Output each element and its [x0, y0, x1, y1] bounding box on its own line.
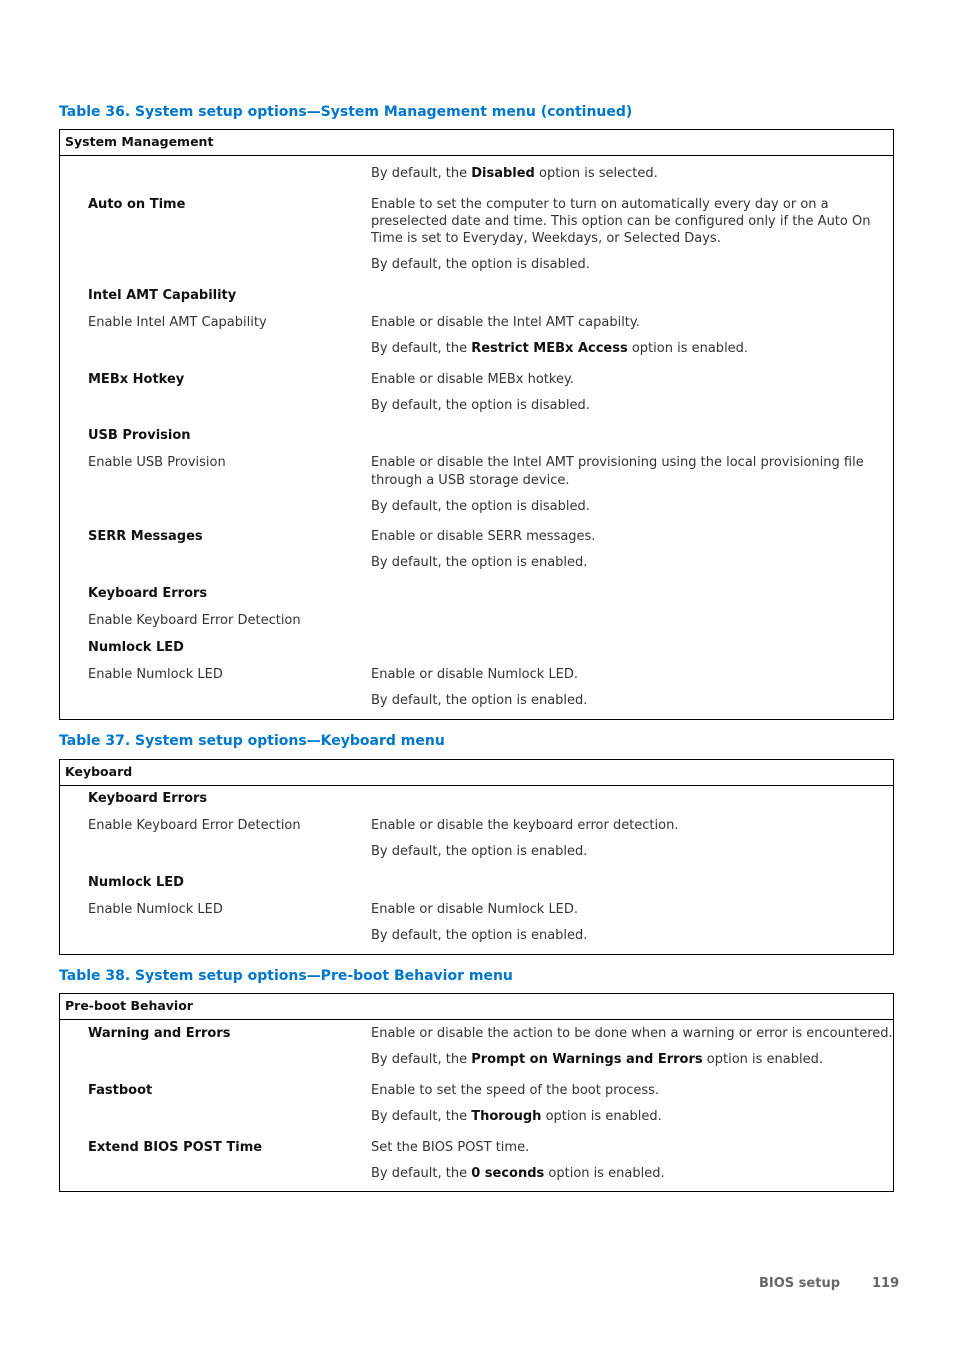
option-description: Enable or disable SERR messages. [371, 529, 596, 544]
option-label: Warning and Errors [88, 1026, 231, 1041]
option-sublabel: Enable Numlock LED [88, 667, 223, 682]
table-37-caption: Table 37. System setup options—Keyboard menu [59, 733, 445, 749]
default-text: By default, the option is disabled. [371, 257, 590, 272]
option-description: Enable or disable the keyboard error detection. [371, 818, 679, 833]
option-label: Numlock LED [88, 640, 184, 655]
option-sublabel: Enable Keyboard Error Detection [88, 818, 301, 833]
default-text: By default, the Restrict MEBx Access option is enabled. [371, 341, 749, 356]
option-label: Fastboot [88, 1083, 153, 1098]
option-description: through a USB storage device. [371, 473, 570, 488]
option-description: Enable or disable the Intel AMT capabilty. [371, 315, 640, 330]
default-text: By default, the option is enabled. [371, 555, 588, 570]
default-text: By default, the option is enabled. [371, 693, 588, 708]
table-38 [59, 993, 894, 1192]
table-header: Pre-boot Behavior [60, 994, 893, 1020]
option-sublabel: Enable USB Provision [88, 455, 226, 470]
option-sublabel: Enable Numlock LED [88, 902, 223, 917]
option-label: MEBx Hotkey [88, 372, 185, 387]
default-text: By default, the option is disabled. [371, 499, 590, 514]
option-label: Extend BIOS POST Time [88, 1140, 263, 1155]
default-text: By default, the Prompt on Warnings and Errors option is enabled. [371, 1052, 823, 1067]
option-sublabel: Enable Keyboard Error Detection [88, 613, 301, 628]
table-header: System Management [60, 130, 893, 156]
table-38-caption: Table 38. System setup options—Pre-boot Behavior menu [59, 968, 513, 984]
option-description: Enable or disable the Intel AMT provisioning using the local provisioning file [371, 455, 864, 470]
option-label: Keyboard Errors [88, 586, 208, 601]
option-label: SERR Messages [88, 529, 203, 544]
option-description: Enable or disable Numlock LED. [371, 667, 579, 682]
option-label: USB Provision [88, 428, 191, 443]
option-description: Enable or disable the action to be done when a warning or error is encountered. [371, 1026, 893, 1041]
default-text: By default, the Disabled option is selected. [371, 166, 658, 181]
default-text: By default, the Thorough option is enabled. [371, 1109, 662, 1124]
table-36 [59, 129, 894, 720]
option-description: Set the BIOS POST time. [371, 1140, 530, 1155]
option-label: Intel AMT Capability [88, 288, 237, 303]
option-description: Enable or disable MEBx hotkey. [371, 372, 574, 387]
default-text: By default, the 0 seconds option is enabled. [371, 1166, 665, 1181]
page-number: 119 [872, 1276, 900, 1291]
table-37 [59, 759, 894, 955]
default-text: By default, the option is disabled. [371, 398, 590, 413]
option-sublabel: Enable Intel AMT Capability [88, 315, 267, 330]
table-36-caption: Table 36. System setup options—System Management menu (continued) [59, 104, 633, 120]
option-label: Numlock LED [88, 875, 184, 890]
default-text: By default, the option is enabled. [371, 844, 588, 859]
footer-section-title: BIOS setup [759, 1276, 841, 1291]
option-description: Enable or disable Numlock LED. [371, 902, 579, 917]
table-header: Keyboard [60, 760, 893, 786]
option-description: Time is set to Everyday, Weekdays, or Selected Days. [371, 231, 721, 246]
option-description: Enable to set the speed of the boot process. [371, 1083, 660, 1098]
default-text: By default, the option is enabled. [371, 928, 588, 943]
option-description: Enable to set the computer to turn on automatically every day or on a [371, 197, 829, 212]
option-label: Keyboard Errors [88, 791, 208, 806]
option-label: Auto on Time [88, 197, 186, 212]
option-description: preselected date and time. This option can be configured only if the Auto On [371, 214, 871, 229]
